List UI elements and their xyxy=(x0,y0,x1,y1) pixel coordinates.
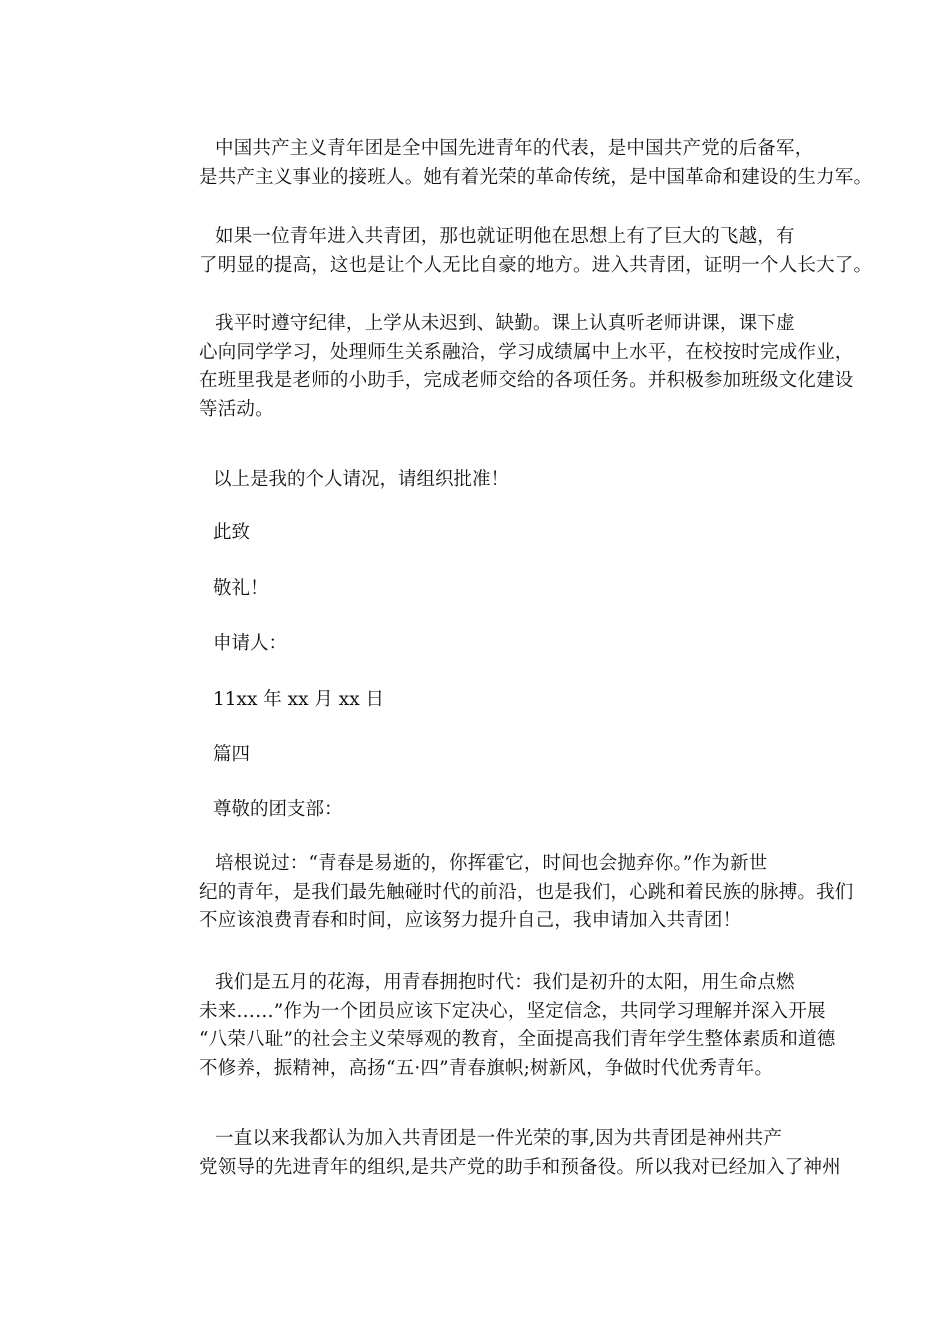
addressee: 尊敬的团支部： xyxy=(213,799,343,820)
text-line: 我们是五月的花海，用青春拥抱时代：我们是初升的太阳，用生命点燃 xyxy=(215,972,795,993)
text-line: 不应该浪费青春和时间，应该努力提升自己，我申请加入共青团！ xyxy=(199,910,742,931)
paragraph-bacon-quote xyxy=(199,850,854,936)
paragraph-youth-league-intro xyxy=(199,135,873,192)
section-title: 篇四 xyxy=(213,744,251,765)
text-line: 中国共产主义青年团是全中国先进青年的代表，是中国共产党的后备军， xyxy=(215,138,814,159)
text-line: 不修养，振精神，高扬“五·四”青春旗帜;树新风，争做时代优秀青年。 xyxy=(199,1057,774,1079)
text-line: 我平时遵守纪律，上学从未迟到、缺勤。课上认真听老师讲课，课下虚 xyxy=(215,313,795,334)
salutation-cizhi: 此致 xyxy=(213,522,251,543)
text-line: 等活动。 xyxy=(199,398,274,420)
text-line: 了明显的提高，这也是让个人无比自豪的地方。进入共青团，证明一个人长大了。 xyxy=(199,254,873,276)
text-line: “八荣八耻”的社会主义荣辱观的教育，全面提高我们青年学生整体素质和道德 xyxy=(199,1029,836,1050)
date-line: 11xx 年 xx 月 xx 日 xyxy=(213,689,385,710)
text-line: 培根说过：“青春是易逝的，你挥霍它，时间也会抛弃你。”作为新世 xyxy=(215,853,768,874)
text-line: 未来……”作为一个团员应该下定决心，坚定信念，共同学习理解并深入开展 xyxy=(199,1000,826,1022)
text-line: 纪的青年，是我们最先触碰时代的前沿，也是我们，心跳和着民族的脉搏。我们 xyxy=(199,881,854,903)
salutation-jingli: 敬礼！ xyxy=(213,578,269,599)
text-line: 党领导的先进青年的组织,是共产党的助手和预备役。所以我对已经加入了神州 xyxy=(199,1156,841,1178)
text-line: 是共产主义事业的接班人。她有着光荣的革命传统，是中国革命和建设的生力军。 xyxy=(199,166,873,188)
applicant-label: 申请人： xyxy=(213,633,288,654)
paragraph-glorious-thing xyxy=(199,1125,841,1182)
text-line: 在班里我是老师的小助手，完成老师交给的各项任务。并积极参加班级文化建设 xyxy=(199,370,854,391)
closing-request: 以上是我的个人请况，请组织批准！ xyxy=(213,469,510,490)
paragraph-may-flowers xyxy=(199,969,836,1083)
text-line: 一直以来我都认为加入共青团是一件光荣的事,因为共青团是神州共产 xyxy=(215,1128,783,1149)
text-line: 如果一位青年进入共青团，那也就证明他在思想上有了巨大的飞越，有 xyxy=(215,226,795,247)
paragraph-joining-meaning xyxy=(199,223,873,280)
text-line: 心向同学学习，处理师生关系融洽，学习成绩属中上水平，在校按时完成作业， xyxy=(199,341,854,363)
paragraph-personal-conduct xyxy=(199,310,854,424)
